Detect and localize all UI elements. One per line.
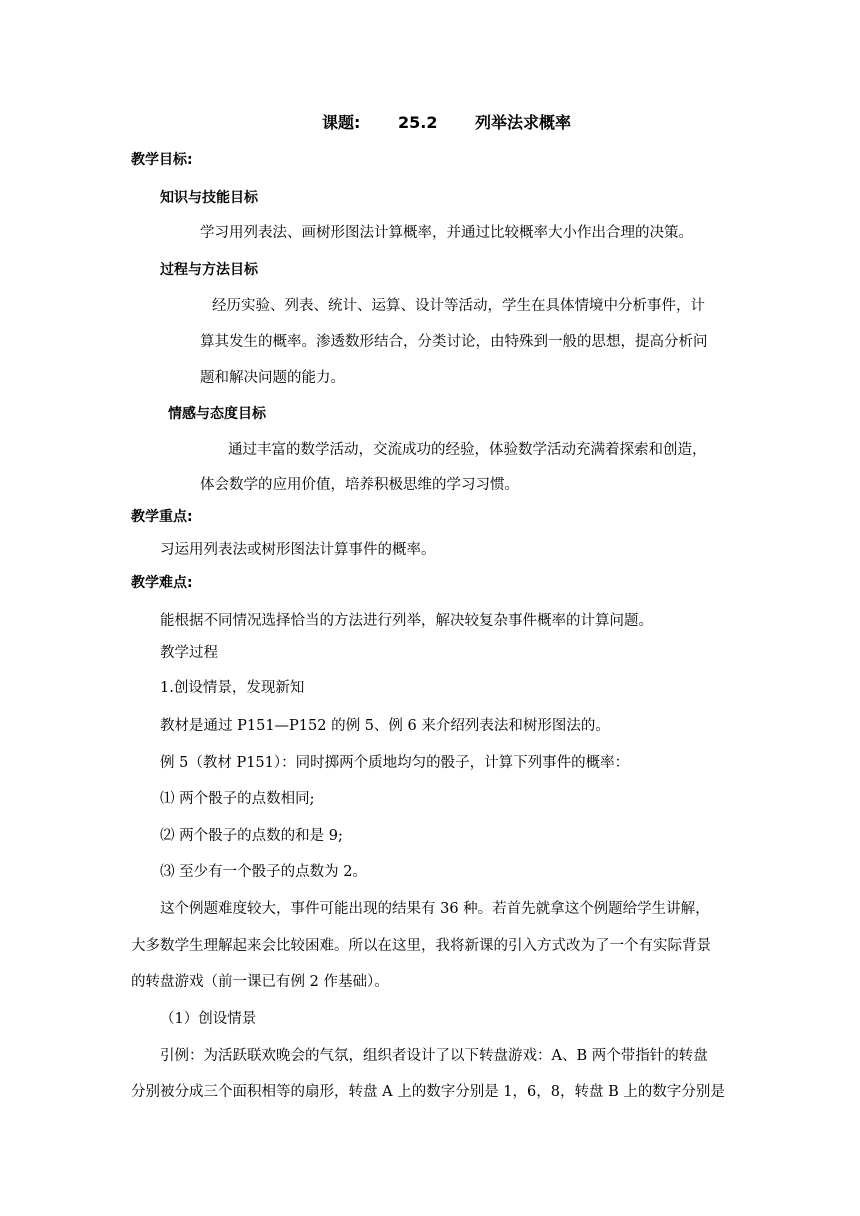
title-number: 25.2 [397,113,438,132]
step1-heading: 1.创设情景，发现新知 [160,680,305,696]
paragraph-line: 的转盘游戏（前一课已有例 2 作基础）。 [131,974,389,990]
process-goal-line: 经历实验、列表、统计、运算、设计等活动，学生在具体情境中分析事件，计 [212,298,705,314]
knowledge-heading: 知识与技能目标 [160,190,258,206]
process-heading: 教学过程 [160,645,218,661]
example-item: ⑴ 两个骰子的点数相同; [160,791,315,807]
title-topic: 列举法求概率 [475,113,572,132]
example-item: ⑵ 两个骰子的点数的和是 9; [160,828,343,844]
paragraph-line: 大多数学生理解起来会比较困难。所以在这里，我将新课的引入方式改为了一个有实际背景 [131,938,711,954]
attitude-heading: 情感与态度目标 [168,406,266,422]
difficulties-heading: 教学难点: [131,575,193,591]
title-label: 课题: [322,113,361,132]
attitude-line: 通过丰富的数学活动，交流成功的经验，体验数学活动充满着探索和创造， [228,442,707,458]
paragraph-line: 这个例题难度较大，事件可能出现的结果有 36 种。若首先就拿这个例题给学生讲解， [160,901,710,917]
attitude-line: 体会数学的应用价值，培养积极思维的学习习惯。 [200,477,519,493]
lead-line: 引例：为活跃联欢晚会的气氛，组织者设计了以下转盘游戏：A、B 两个带指针的转盘 [160,1048,708,1064]
objectives-heading: 教学目标: [131,152,193,168]
process-goal-line: 题和解决问题的能力。 [200,370,345,386]
key-points-heading: 教学重点: [131,509,193,525]
sub-heading: （1）创设情景 [160,1011,257,1027]
lesson-title [322,113,571,133]
process-goal-heading: 过程与方法目标 [160,262,258,278]
intro-text: 教材是通过 P151—P152 的例 5、例 6 来介绍列表法和树形图法的。 [160,718,610,734]
lead-line: 分别被分成三个面积相等的扇形，转盘 A 上的数字分别是 1，6，8，转盘 B 上的数字分别是 [131,1084,725,1100]
example-item: ⑶ 至少有一个骰子的点数为 2。 [160,864,367,880]
process-goal-line: 算其发生的概率。渗透数形结合，分类讨论，由特殊到一般的思想，提高分析问 [200,334,708,350]
knowledge-text: 学习用列表法、画树形图法计算概率，并通过比较概率大小作出合理的决策。 [200,225,693,241]
difficulties-text: 能根据不同情况选择恰当的方法进行列举，解决较复杂事件概率的计算问题。 [160,613,653,629]
key-points-text: 习运用列表法或树形图法计算事件的概率。 [160,542,436,558]
example-text: 例 5（教材 P151）：同时掷两个质地均匀的骰子，计算下列事件的概率： [160,755,630,771]
